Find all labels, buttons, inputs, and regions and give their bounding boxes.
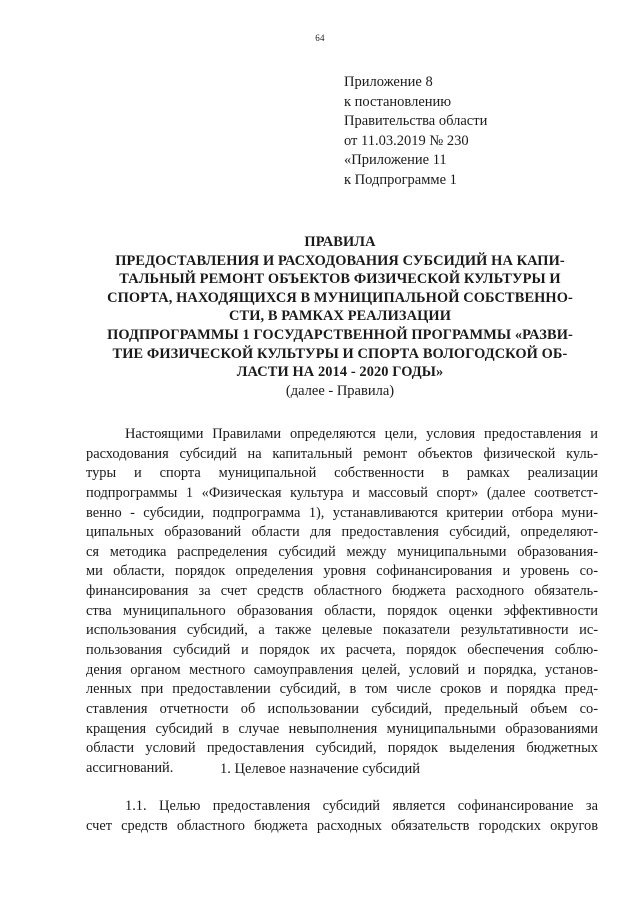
- paragraph-line: Настоящими Правилами определяются цели, условия предоставления и: [125, 426, 598, 442]
- paragraph-line: финансирования за счет средств областного бюджета расходного обязатель-: [86, 583, 598, 600]
- appendix-reference: [344, 73, 487, 191]
- paragraph-line: 1.1. Целью предоставления субсидий является софинансирование за: [125, 798, 598, 814]
- paragraph-line: туры и спорта муниципальной собственности в рамках реализации: [86, 465, 598, 482]
- paragraph-line: ся методика распределения субсидий между муниципальными образования-: [86, 543, 598, 560]
- title-line: ТИЕ ФИЗИЧЕСКОЙ КУЛЬТУРЫ И СПОРТА ВОЛОГОДСКОЙ ОБ-: [112, 345, 568, 362]
- document-title: [60, 233, 620, 400]
- title-line: СПОРТА, НАХОДЯЩИХСЯ В МУНИЦИПАЛЬНОЙ СОБСТВЕННО-: [107, 289, 573, 306]
- intro-paragraph: [86, 425, 598, 779]
- section-paragraph: [86, 797, 598, 836]
- appendix-line: к Подпрограмме 1: [344, 171, 457, 188]
- appendix-line: от 11.03.2019 № 230: [344, 132, 469, 149]
- appendix-line: к постановлению: [344, 93, 452, 110]
- paragraph-line: ленных при предоставлении субсидий, в том числе сроков и порядка пред-: [86, 681, 598, 698]
- appendix-line: Правительства области: [344, 113, 488, 130]
- paragraph-line: счет средств областного бюджета расходных обязательств городских округов: [86, 817, 598, 834]
- title-note: (далее - Правила): [285, 382, 395, 399]
- paragraph-line: ассигнований.: [86, 759, 174, 776]
- title-heading: [60, 233, 620, 382]
- page-number: 64: [315, 33, 325, 43]
- paragraph-line: ми области, порядок определения уровня софинансирования и уровень со-: [86, 563, 598, 580]
- title-line: ТАЛЬНЫЙ РЕМОНТ ОБЪЕКТОВ ФИЗИЧЕСКОЙ КУЛЬТУРЫ И: [119, 271, 561, 288]
- title-line: ПРЕДОСТАВЛЕНИЯ И РАСХОДОВАНИЯ СУБСИДИЙ НА КАПИ-: [115, 252, 565, 269]
- paragraph-line: кращения субсидий в случае невыполнения муниципальными образованиями: [86, 720, 598, 737]
- paragraph-line: венно - субсидии, подпрограмма 1), устанавливаются критерии отбора муни-: [86, 504, 598, 521]
- paragraph-line: ципальных образований области для предоставления субсидий, определяют-: [86, 524, 598, 541]
- paragraph-line: использования субсидий, а также целевые показатели результативности ис-: [86, 622, 598, 639]
- paragraph-line: подпрограммы 1 «Физическая культура и массовый спорт» (далее соответст-: [86, 484, 598, 501]
- paragraph-line: ставления отчетности об использовании субсидий, предельный объем со-: [86, 700, 598, 717]
- appendix-line: «Приложение 11: [344, 152, 447, 169]
- title-line: ЛАСТИ НА 2014 - 2020 ГОДЫ»: [236, 364, 444, 381]
- paragraph-line: ства муниципального образования области, порядок оценки эффективности: [86, 602, 598, 619]
- title-line: ПОДПРОГРАММЫ 1 ГОСУДАРСТВЕННОЙ ПРОГРАММЫ «РАЗВИ-: [107, 326, 573, 343]
- paragraph-line: пользования субсидий и порядок их расчета, порядок обеспечения соблю-: [86, 642, 598, 659]
- appendix-line: Приложение 8: [344, 74, 433, 90]
- section-heading: 1. Целевое назначение субсидий: [220, 761, 420, 777]
- paragraph-line: дения органом местного самоуправления целей, условий и порядка, установ-: [86, 661, 598, 678]
- title-line: СТИ, В РАМКАХ РЕАЛИЗАЦИИ: [229, 308, 451, 325]
- paragraph-line: области условий предоставления субсидий, порядок выделения бюджетных: [86, 740, 598, 757]
- title-line: ПРАВИЛА: [304, 234, 376, 250]
- paragraph-line: расходования субсидий на капитальный ремонт объектов физической куль-: [86, 445, 598, 462]
